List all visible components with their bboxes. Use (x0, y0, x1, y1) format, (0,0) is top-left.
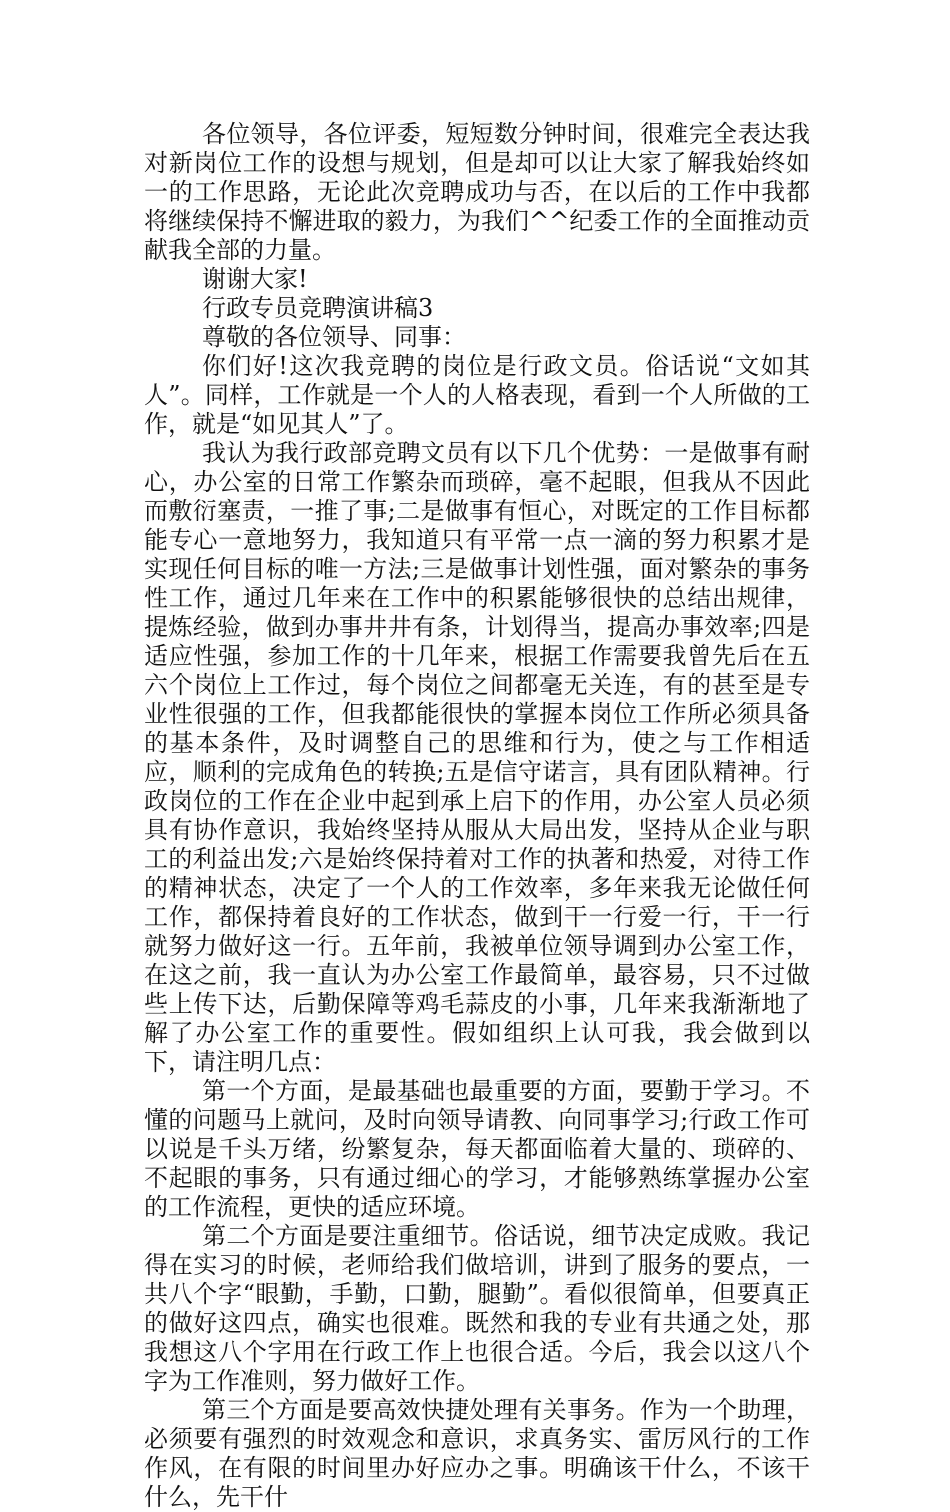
advantages-paragraph: 我认为我行政部竞聘文员有以下几个优势：一是做事有耐心，办公室的日常工作繁杂而琐碎，毫不起眼，但我从不因此而敷衍塞责，一推了事;二是做事有恒心，对既定的工作目标都能专心一意地努力，我知道只有平常一点一滴的努力积累才是实现任何目标的唯一方法;三是做事计划性强，面对繁杂的事务性工作，通过几年来在工作中的积累能够很快的总结出规律，提炼经验，做到办事井井有条，计划得当，提高办事效率;四是适应性强，参加工作的十几年来，根据工作需要我曾先后在五六个岗位上工作过，每个岗位之间都毫无关连，有的甚至是专业性很强的工作，但我都能很快的掌握本岗位工作所必须具备的基本条件，及时调整自己的思维和行为，使之与工作相适应，顺利的完成角色的转换;五是信守诺言，具有团队精神。行政岗位的工作在企业中起到承上启下的作用，办公室人员必须具有协作意识，我始终坚持从服从大局出发，坚持从企业与职工的利益出发;六是始终保持着对工作的执著和热爱，对待工作的精神状态，决定了一个人的工作效率，多年来我无论做任何工作，都保持着良好的工作状态，做到干一行爱一行，干一行就努力做好这一行。五年前，我被单位领导调到办公室工作，在这之前，我一直认为办公室工作最简单，最容易，只不过做些上传下达，后勤保障等鸡毛蒜皮的小事，几年来我渐渐地了解了办公室工作的重要性。假如组织上认可我，我会做到以下，请注明几点： (144, 439, 810, 1076)
intro-paragraph: 你们好!这次我竞聘的岗位是行政文员。俗话说“文如其人”。同样，工作就是一个人的人格表现，看到一个人所做的工作，就是“如见其人”了。 (144, 352, 810, 438)
third-aspect-paragraph: 第三个方面是要高效快捷处理有关事务。作为一个助理，必须要有强烈的时效观念和意识，求真务实、雷厉风行的工作作风，在有限的时间里办好应办之事。明确该干什么，不该干什么，先干什 (144, 1396, 810, 1511)
document-page (144, 120, 810, 1512)
salutation: 尊敬的各位领导、同事： (202, 323, 466, 351)
first-aspect-paragraph: 第一个方面，是最基础也最重要的方面，要勤于学习。不懂的问题马上就问，及时向领导请教、向同事学习;行政工作可以说是千头万绪，纷繁复杂，每天都面临着大量的、琐碎的、不起眼的事务，只有通过细心的学习，才能够熟练掌握办公室的工作流程，更快的适应环境。 (144, 1077, 810, 1221)
thanks-line: 谢谢大家! (202, 265, 308, 293)
second-aspect-paragraph: 第二个方面是要注重细节。俗话说，细节决定成败。我记得在实习的时候，老师给我们做培训，讲到了服务的要点，一共八个字“眼勤，手勤，口勤，腿勤”。看似很简单，但要真正的做好这四点，确实也很难。既然和我的专业有共通之处，那我想这八个字用在行政工作上也很合适。今后，我会以这八个字为工作准则，努力做好工作。 (144, 1222, 810, 1395)
section-title: 行政专员竞聘演讲稿3 (202, 294, 434, 322)
closing-paragraph: 各位领导，各位评委，短短数分钟时间，很难完全表达我对新岗位工作的设想与规划，但是却可以让大家了解我始终如一的工作思路，无论此次竞聘成功与否，在以后的工作中我都将继续保持不懈进取的毅力，为我们^^纪委工作的全面推动贡献我全部的力量。 (144, 120, 810, 264)
